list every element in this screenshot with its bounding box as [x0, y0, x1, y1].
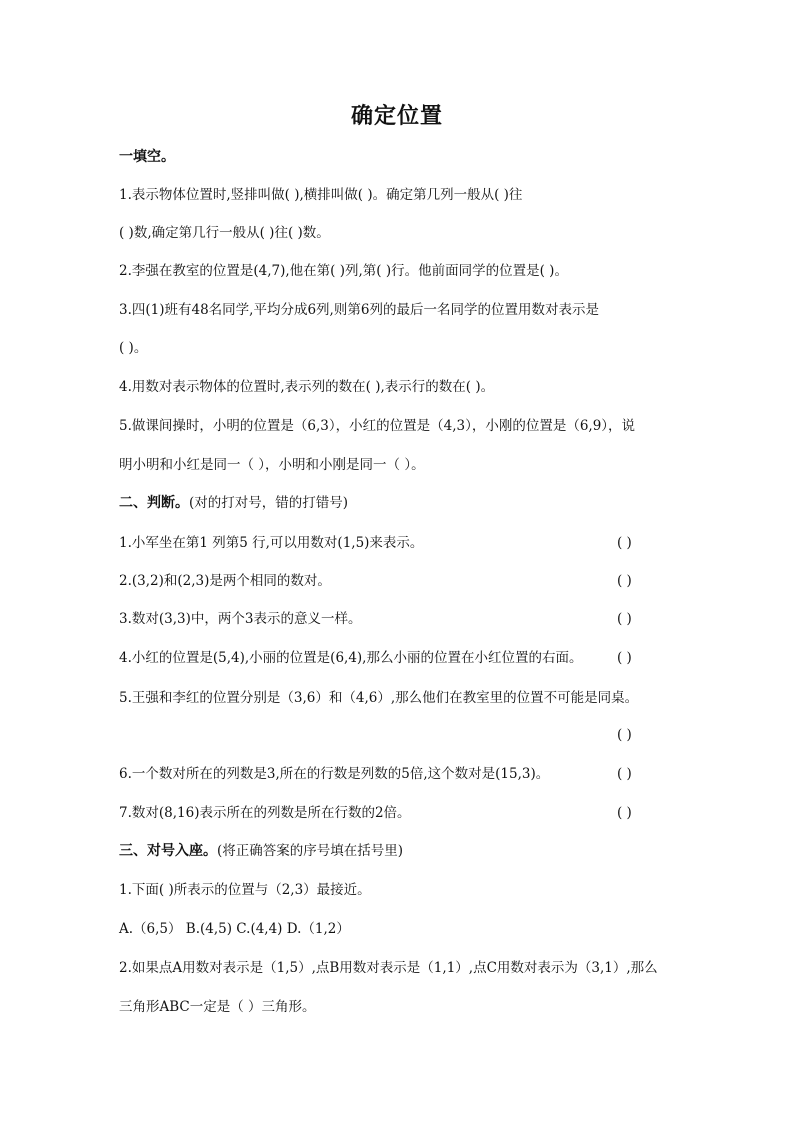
choice-question-1-options: A.（6,5） B.(4,5) C.(4,4) D.（1,2）: [119, 921, 350, 937]
fill-question-4: 4.用数对表示物体的位置时,表示列的数在( ),表示行的数在( )。: [119, 379, 495, 395]
fill-question-3-line-1: 3.四(1)班有48名同学,平均分成6列,则第6列的最后一名同学的位置用数对表示是: [119, 302, 599, 318]
judge-question-2: 2.(3,2)和(2,3)是两个相同的数对。: [119, 573, 331, 589]
section-3-header: [119, 841, 403, 861]
section-2-header: [119, 493, 348, 513]
section-2-instructions: (对的打对号，错的打错号): [189, 495, 349, 511]
fill-question-5-line-1: 5.做课间操时，小明的位置是（6,3），小红的位置是（4,3），小刚的位置是（6,9），说: [119, 418, 636, 434]
judge-question-3: 3.数对(3,3)中，两个3表示的意义一样。: [119, 611, 362, 627]
judge-question-5: 5.王强和李红的位置分别是（3,6）和（4,6）,那么他们在教室里的位置不可能是同桌。: [119, 690, 639, 706]
section-1-header: 一填空。: [119, 149, 175, 165]
judge-question-1: 1.小军坐在第1 列第5 行,可以用数对(1,5)来表示。: [119, 535, 424, 551]
section-3-instructions: (将正确答案的序号填在括号里): [217, 843, 404, 859]
choice-question-2-line-1: 2.如果点A用数对表示是（1,5）,点B用数对表示是（1,1）,点C用数对表示为（3,1）,那么: [119, 960, 658, 976]
answer-parenthesis: ( ): [617, 573, 632, 589]
section-3-title: 三、对号入座。: [119, 843, 217, 859]
answer-parenthesis: ( ): [617, 611, 632, 627]
answer-parenthesis: ( ): [617, 727, 632, 743]
fill-question-1-line-1: 1.表示物体位置时,竖排叫做( ),横排叫做( )。确定第几列一般从( )往: [119, 187, 523, 203]
answer-parenthesis: ( ): [617, 766, 632, 782]
judge-question-4: 4.小红的位置是(5,4),小丽的位置是(6,4),那么小丽的位置在小红位置的右面。: [119, 650, 583, 666]
judge-question-7: 7.数对(8,16)表示所在的列数是所在行数的2倍。: [119, 805, 411, 821]
section-2-title: 二、判断。: [119, 495, 189, 511]
choice-question-1: 1.下面( )所表示的位置与（2,3）最接近。: [119, 882, 371, 898]
answer-parenthesis: ( ): [617, 535, 632, 551]
judge-question-6: 6.一个数对所在的列数是3,所在的行数是列数的5倍,这个数对是(15,3)。: [119, 766, 550, 782]
fill-question-1-line-2: ( )数,确定第几行一般从( )往( )数。: [119, 225, 330, 241]
fill-question-3-line-2: ( )。: [119, 340, 148, 356]
choice-question-2-line-2: 三角形ABC一定是（ ）三角形。: [119, 999, 316, 1015]
fill-question-5-line-2: 明小明和小红是同一（ ），小明和小刚是同一（ ）。: [119, 457, 425, 473]
answer-parenthesis: ( ): [617, 650, 632, 666]
answer-parenthesis: ( ): [617, 805, 632, 821]
page-title: 确定位置: [350, 103, 443, 129]
fill-question-2: 2.李强在教室的位置是(4,7),他在第( )列,第( )行。他前面同学的位置是( )。: [119, 263, 568, 279]
